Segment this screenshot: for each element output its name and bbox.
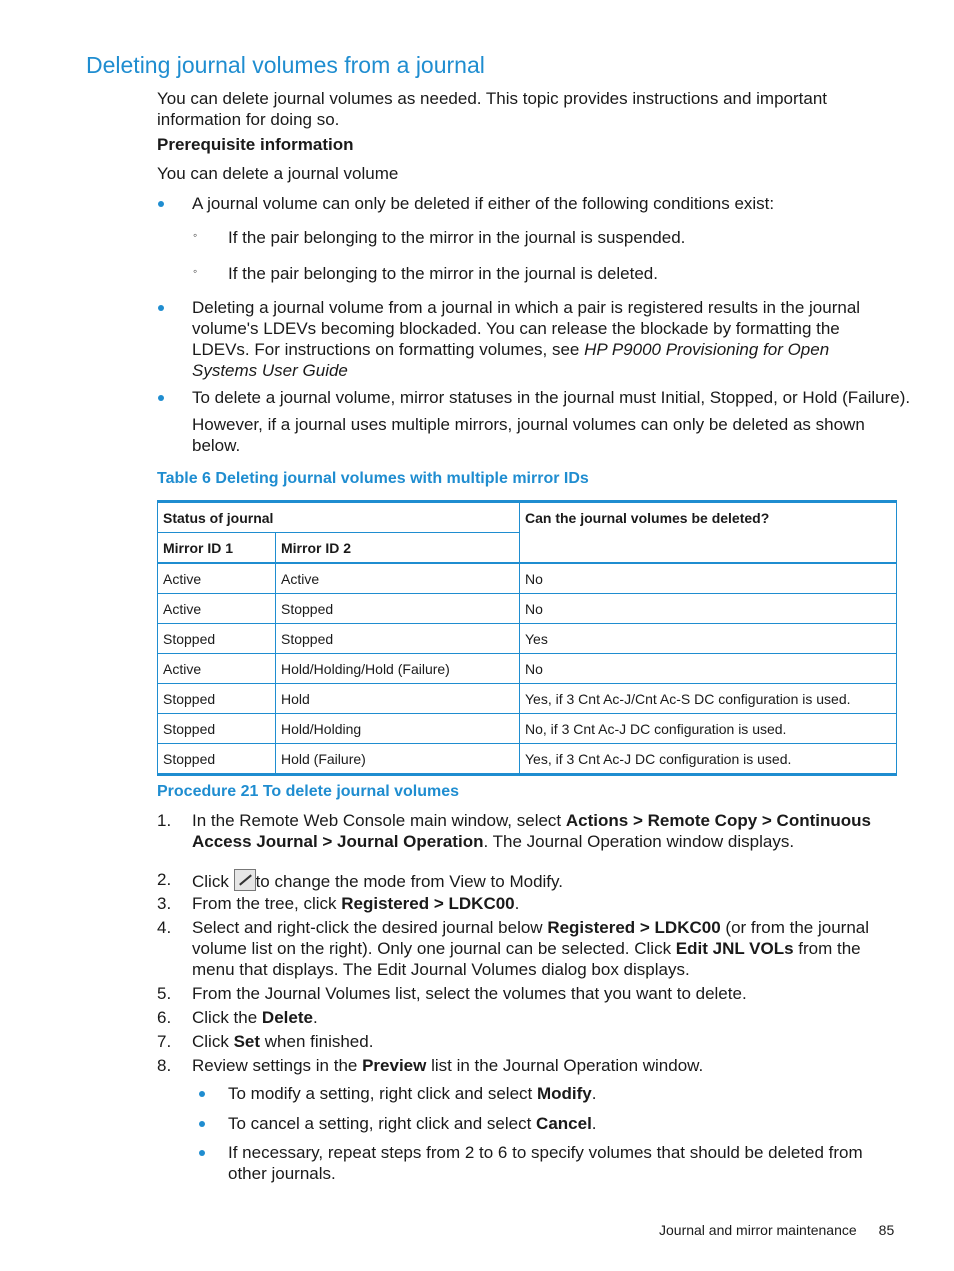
step-number: 5. xyxy=(157,984,172,1003)
set-label: Set xyxy=(233,1032,261,1051)
cell-mirror-2: Hold/Holding xyxy=(276,714,520,744)
table-row xyxy=(158,624,897,654)
step-7-text: Click xyxy=(192,1032,234,1051)
step-8-sub-1 xyxy=(228,1083,897,1104)
cell-mirror-1: Stopped xyxy=(158,744,276,775)
sub-bullet-icon: ◦ xyxy=(193,228,198,242)
bullet-1: A journal volume can only be deleted if either of the following conditions exist: xyxy=(192,194,775,213)
page-footer xyxy=(659,1222,894,1238)
menu-item-edit-jnl-vols: Edit JNL VOLs xyxy=(675,939,794,958)
step-number: 2. xyxy=(157,870,172,889)
table-row xyxy=(158,744,897,775)
preview-label: Preview xyxy=(362,1056,427,1075)
intro-paragraph: You can delete journal volumes as needed. This topic provides instructions and important information for doing so. xyxy=(157,89,828,129)
step-8 xyxy=(192,1055,898,1076)
step-6-text: Click the xyxy=(192,1008,262,1027)
footer-section: Journal and mirror maintenance xyxy=(659,1222,857,1238)
step-3 xyxy=(192,893,898,914)
step-2 xyxy=(192,869,898,892)
tree-path: Registered > LDKC00 xyxy=(341,894,515,913)
bullet-1-sub-2: If the pair belonging to the mirror in the journal is deleted. xyxy=(228,264,658,283)
bullet-1-sub-1: If the pair belonging to the mirror in the journal is suspended. xyxy=(228,228,686,247)
step-4 xyxy=(192,917,898,980)
delete-label: Delete xyxy=(261,1008,313,1027)
cell-deletable: Yes, if 3 Cnt Ac-J/Cnt Ac-S DC configuration is used. xyxy=(520,684,897,714)
step-1 xyxy=(192,810,898,852)
sub-1-text-end: . xyxy=(591,1084,597,1103)
cell-mirror-2: Hold/Holding/Hold (Failure) xyxy=(276,654,520,684)
bullet-3-continuation: However, if a journal uses multiple mirrors, journal volumes can only be deleted as shown below. xyxy=(192,415,865,455)
step-8-sub-3: If necessary, repeat steps from 2 to 6 to specify volumes that should be deleted from other journals. xyxy=(228,1143,863,1183)
step-number: 1. xyxy=(157,811,172,830)
header-mirror-2: Mirror ID 2 xyxy=(276,533,520,564)
cell-mirror-1: Active xyxy=(158,563,276,594)
step-4-text-end: from the menu that displays. The Edit Journal Volumes dialog box displays. xyxy=(192,939,861,979)
step-4-text: Select and right-click the desired journal below xyxy=(192,918,548,937)
cell-mirror-1: Stopped xyxy=(158,684,276,714)
page-number: 85 xyxy=(878,1222,895,1238)
cell-deletable: No, if 3 Cnt Ac-J DC configuration is used. xyxy=(520,714,897,744)
table-body xyxy=(158,563,897,775)
cell-mirror-1: Active xyxy=(158,654,276,684)
table-row xyxy=(158,563,897,594)
table-row xyxy=(158,594,897,624)
bullet-3: To delete a journal volume, mirror statuses in the journal must Initial, Stopped, or Hold (Failure). xyxy=(192,388,911,407)
step-7-text-end: when finished. xyxy=(260,1032,374,1051)
guide-reference: HP P9000 Provisioning for Open Systems User Guide xyxy=(192,340,830,380)
bullet-icon xyxy=(158,305,164,311)
menu-path: Actions > Remote Copy > Continuous Access Journal > Journal Operation xyxy=(192,811,871,851)
sub-1-text: To modify a setting, right click and select xyxy=(228,1084,537,1103)
cell-mirror-2: Stopped xyxy=(276,624,520,654)
sub-2-text-end: . xyxy=(591,1114,597,1133)
prereq-heading: Prerequisite information xyxy=(157,135,354,154)
cell-deletable: No xyxy=(520,654,897,684)
bullet-icon xyxy=(199,1150,205,1156)
step-6 xyxy=(192,1007,898,1028)
cell-mirror-1: Active xyxy=(158,594,276,624)
step-8-text: Review settings in the xyxy=(192,1056,363,1075)
cell-mirror-1: Stopped xyxy=(158,624,276,654)
cell-mirror-2: Hold (Failure) xyxy=(276,744,520,775)
cell-mirror-2: Hold xyxy=(276,684,520,714)
cell-deletable: Yes, if 3 Cnt Ac-J DC configuration is used. xyxy=(520,744,897,775)
cell-mirror-1: Stopped xyxy=(158,714,276,744)
header-mirror-1: Mirror ID 1 xyxy=(158,533,276,564)
prereq-lead: You can delete a journal volume xyxy=(157,164,399,183)
step-2-text-end: to change the mode from View to Modify. xyxy=(255,872,563,891)
bullet-icon xyxy=(158,201,164,207)
mirror-ids-table xyxy=(157,500,897,776)
cancel-label: Cancel xyxy=(536,1114,592,1133)
cell-mirror-2: Active xyxy=(276,563,520,594)
step-4-text-mid: (or from the journal volume list on the right). Only one journal can be selected. Click xyxy=(192,918,870,958)
step-1-text: In the Remote Web Console main window, select xyxy=(192,811,566,830)
cell-mirror-2: Stopped xyxy=(276,594,520,624)
table-row xyxy=(158,684,897,714)
step-2-text: Click xyxy=(192,872,234,891)
step-8-text-end: list in the Journal Operation window. xyxy=(426,1056,704,1075)
step-number: 4. xyxy=(157,918,172,937)
bullet-icon xyxy=(199,1091,205,1097)
cell-deletable: No xyxy=(520,563,897,594)
page-title: Deleting journal volumes from a journal xyxy=(86,52,485,78)
step-number: 7. xyxy=(157,1032,172,1051)
table-row xyxy=(158,654,897,684)
step-number: 3. xyxy=(157,894,172,913)
modify-label: Modify xyxy=(536,1084,592,1103)
step-number: 8. xyxy=(157,1056,172,1075)
step-1-text-end: . The Journal Operation window displays. xyxy=(483,832,795,851)
step-3-text: From the tree, click xyxy=(192,894,342,913)
tree-path: Registered > LDKC00 xyxy=(547,918,721,937)
step-number: 6. xyxy=(157,1008,172,1027)
procedure-title: Procedure 21 To delete journal volumes xyxy=(157,783,460,800)
cell-deletable: Yes xyxy=(520,624,897,654)
header-deleted: Can the journal volumes be deleted? xyxy=(520,502,897,564)
bullet-icon xyxy=(199,1121,205,1127)
cell-deletable: No xyxy=(520,594,897,624)
step-8-sub-2 xyxy=(228,1113,897,1134)
table-row xyxy=(158,714,897,744)
table-caption: Table 6 Deleting journal volumes with multiple mirror IDs xyxy=(157,470,589,487)
sub-2-text: To cancel a setting, right click and select xyxy=(228,1114,537,1133)
header-status: Status of journal xyxy=(158,502,520,533)
bullet-2 xyxy=(192,297,898,381)
step-5: From the Journal Volumes list, select the volumes that you want to delete. xyxy=(192,984,747,1003)
step-3-text-end: . xyxy=(514,894,520,913)
step-6-text-end: . xyxy=(312,1008,318,1027)
bullet-icon xyxy=(158,395,164,401)
modify-mode-icon[interactable] xyxy=(234,869,256,891)
step-7 xyxy=(192,1031,898,1052)
sub-bullet-icon: ◦ xyxy=(193,264,198,278)
bullet-2-text: Deleting a journal volume from a journal in which a pair is registered results in the journal volume's LDEVs becoming blockaded. You can release the blockade by formatting the LDEVs. For instructions on formatting volumes, see xyxy=(192,298,861,359)
